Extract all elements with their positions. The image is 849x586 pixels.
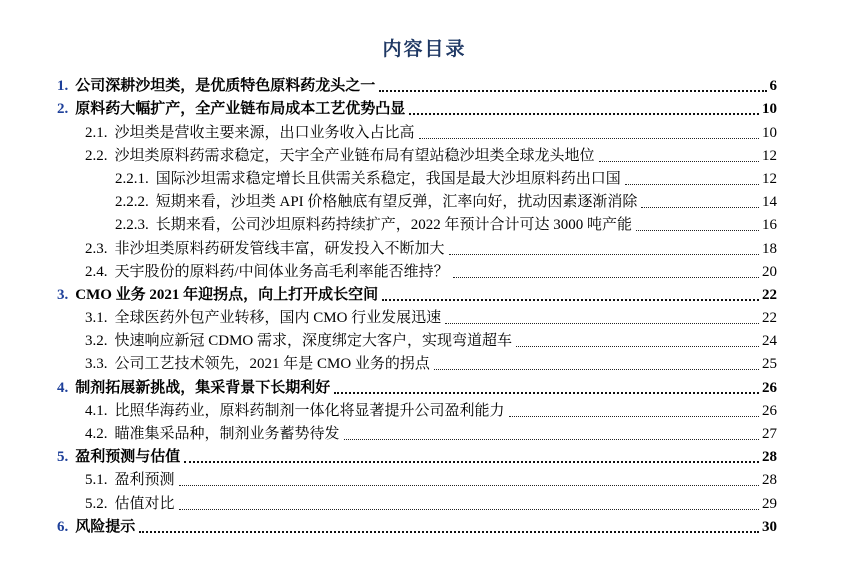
toc-entry-page: 12: [762, 147, 777, 164]
toc-entry[interactable]: [57, 235, 777, 258]
toc-entry-label: 原料药大幅扩产，全产业链布局成本工艺优势凸显: [75, 101, 406, 118]
toc-entry-number: 4.: [57, 379, 69, 396]
toc-leader-dots: [453, 277, 759, 278]
toc-entry-page: 24: [762, 333, 777, 350]
toc-leader-dots: [434, 369, 759, 370]
toc-entry[interactable]: [57, 351, 777, 374]
toc-entry-number: 2.1.: [85, 124, 108, 141]
toc-entry[interactable]: [57, 514, 777, 537]
toc-entry-number: 3.1.: [85, 310, 108, 327]
toc-entry[interactable]: [57, 96, 777, 119]
toc-entry-number: 4.2.: [85, 426, 108, 442]
toc-entry-number: 3.2.: [85, 333, 108, 350]
toc-entry[interactable]: [57, 143, 777, 166]
toc-entry-page: 27: [762, 426, 777, 442]
toc-entry-page: 25: [762, 356, 777, 373]
toc-leader-dots: [599, 161, 759, 162]
toc-leader-dots: [179, 485, 759, 486]
toc-entry-number: 3.3.: [85, 356, 108, 373]
toc-leader-dots: [516, 346, 759, 347]
toc-entry[interactable]: [57, 328, 777, 351]
toc-entry-label: 公司深耕沙坦类，是优质特色原料药龙头之一: [75, 78, 376, 95]
toc-entry-page: 22: [762, 310, 777, 327]
toc-leader-dots: [139, 531, 759, 533]
toc-entry-label: 长期来看，公司沙坦原料药持续扩产，2022 年预计合计可达 3000 吨产能: [155, 217, 633, 234]
toc-leader-dots: [184, 461, 759, 463]
toc-leader-dots: [334, 392, 759, 394]
toc-entry-page: 30: [762, 518, 777, 535]
toc-entry-label: 估值对比: [114, 495, 175, 512]
toc-entry-page: 10: [762, 124, 777, 141]
toc-leader-dots: [449, 254, 759, 255]
toc-entry-page: 14: [762, 194, 777, 211]
toc-entry-label: 短期来看，沙坦类 API 价格触底有望反弹，汇率向好，扰动因素逐渐消除: [155, 194, 638, 211]
toc-entry-label: 国际沙坦需求稳定增长且供需关系稳定，我国是最大沙坦原料药出口国: [155, 170, 621, 187]
toc-entry-number: 2.4.: [85, 263, 108, 280]
toc-leader-dots: [382, 299, 759, 301]
toc-entry-label: CMO 业务 2021 年迎拐点，向上打开成长空间: [75, 286, 379, 303]
toc-entry-label: 制剂拓展新挑战，集采背景下长期利好: [75, 379, 331, 396]
toc-list: [57, 73, 777, 537]
toc-entry-number: 2.2.: [85, 147, 108, 164]
toc-entry-number: 1.: [57, 78, 69, 95]
toc-entry-number: 5.1.: [85, 472, 108, 489]
toc-entry-page: 12: [762, 170, 777, 187]
toc-entry-number: 2.3.: [85, 240, 108, 257]
toc-entry-page: 28: [762, 449, 777, 466]
toc-entry[interactable]: [57, 305, 777, 328]
toc-entry-label: 沙坦类是营收主要来源，出口业务收入占比高: [114, 124, 415, 141]
toc-entry-page: 29: [762, 495, 777, 512]
toc-entry-number: 6.: [57, 518, 69, 535]
toc-entry-label: 非沙坦类原料药研发管线丰富，研发投入不断加大: [114, 240, 445, 257]
toc-entry[interactable]: [57, 119, 777, 142]
toc-entry[interactable]: [57, 282, 777, 305]
toc-entry-label: 盈利预测与估值: [75, 449, 181, 466]
toc-leader-dots: [379, 90, 766, 92]
toc-entry[interactable]: [57, 374, 777, 397]
toc-leader-dots: [636, 230, 759, 231]
toc-entry-page: 10: [762, 101, 777, 118]
toc-leader-dots: [509, 416, 759, 417]
toc-entry-page: 22: [762, 286, 777, 303]
toc-leader-dots: [445, 323, 759, 324]
toc-entry-number: 3.: [57, 286, 69, 303]
toc-leader-dots: [641, 207, 759, 208]
toc-entry[interactable]: [57, 259, 777, 282]
toc-entry-label: 快速响应新冠 CDMO 需求，深度绑定大客户，实现弯道超车: [114, 333, 513, 350]
toc-entry-label: 风险提示: [75, 518, 136, 535]
toc-entry[interactable]: [57, 189, 777, 212]
toc-entry[interactable]: [57, 398, 777, 421]
toc-entry-page: 16: [762, 217, 777, 234]
toc-entry[interactable]: [57, 444, 777, 467]
toc-entry-number: 5.: [57, 449, 69, 466]
toc-entry-number: 2.2.1.: [115, 170, 149, 187]
toc-entry-label: 盈利预测: [114, 472, 175, 489]
toc-entry-label: 沙坦类原料药需求稳定，天宇全产业链布局有望站稳沙坦类全球龙头地位: [114, 147, 595, 164]
toc-entry-page: 20: [762, 263, 777, 280]
toc-entry-page: 26: [762, 379, 777, 396]
toc-entry[interactable]: [57, 490, 777, 513]
toc-entry[interactable]: [57, 166, 777, 189]
toc-entry-label: 天宇股份的原料药/中间体业务高毛利率能否维持？: [114, 263, 449, 280]
toc-entry-label: 全球医药外包产业转移，国内 CMO 行业发展迅速: [114, 310, 442, 327]
toc-entry-page: 18: [762, 240, 777, 257]
toc-leader-dots: [179, 509, 759, 510]
toc-title: 内容目录: [382, 39, 467, 60]
toc-leader-dots: [419, 138, 759, 139]
toc-entry-page: 26: [762, 402, 777, 419]
toc-leader-dots: [409, 113, 759, 115]
toc-entry-page: 28: [762, 472, 777, 489]
toc-entry[interactable]: [57, 73, 777, 96]
toc-entry-number: 2.: [57, 101, 69, 118]
toc-entry[interactable]: [57, 212, 777, 235]
toc-entry-label: 比照华海药业，原料药制剂一体化将显著提升公司盈利能力: [114, 402, 505, 419]
toc-entry[interactable]: [57, 467, 777, 490]
toc-leader-dots: [625, 184, 759, 185]
toc-entry-number: 5.2.: [85, 495, 108, 512]
toc-entry[interactable]: [57, 421, 777, 444]
toc-entry-number: 4.1.: [85, 402, 108, 419]
toc-entry-number: 2.2.2.: [115, 194, 149, 211]
toc-entry-page: 6: [769, 78, 777, 95]
toc-leader-dots: [344, 439, 759, 440]
toc-entry-label: 瞄准集采品种，制剂业务蓄势待发: [114, 426, 340, 442]
toc-entry-number: 2.2.3.: [115, 217, 149, 234]
toc-entry-label: 公司工艺技术领先，2021 年是 CMO 业务的拐点: [114, 356, 430, 373]
